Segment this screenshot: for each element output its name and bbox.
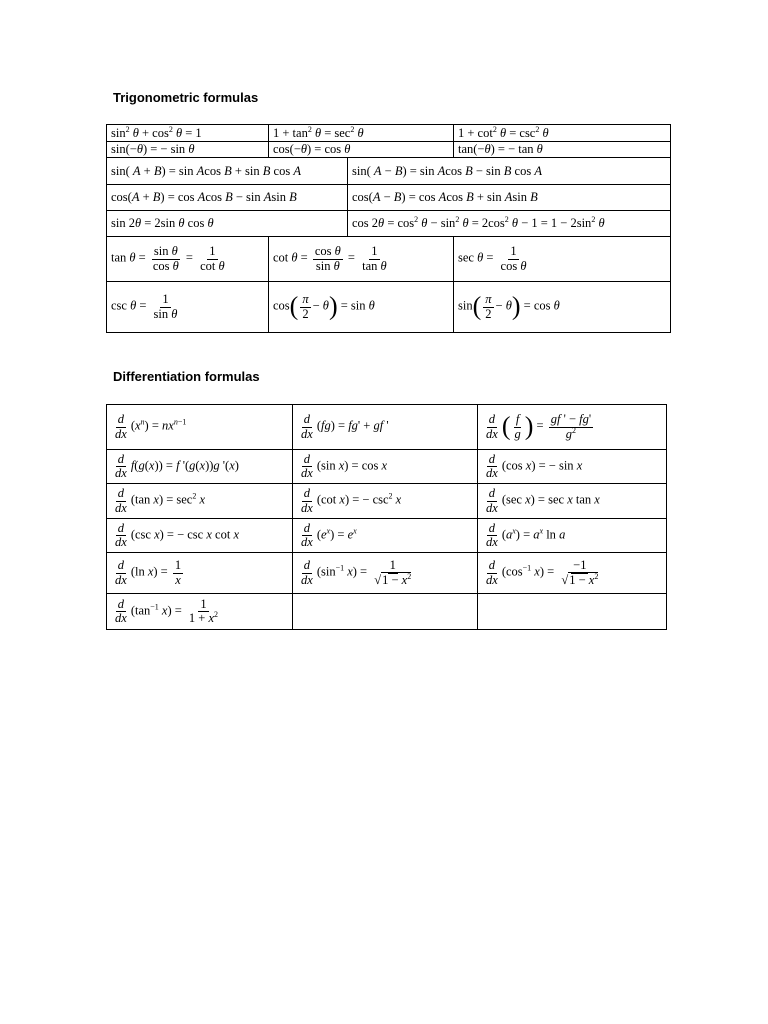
table-row xyxy=(107,211,671,237)
formula-cell: $\frac{d}{dx}$ (csc x) = − csc x cot x xyxy=(107,519,293,553)
table-row xyxy=(107,158,671,185)
formula-cell: $\frac{d}{dx}$ ( $\frac{f}{g}$ ) = $\frac{gf ' - fg'}{g^2}$ xyxy=(478,405,667,450)
table-row xyxy=(107,282,671,333)
empty-cell xyxy=(293,594,478,630)
formula-cell: tan(−θ) = − tan θ xyxy=(454,142,671,158)
table-row xyxy=(107,405,667,450)
table-row xyxy=(107,553,667,594)
table-row xyxy=(107,594,667,630)
formula-cell: sin( A + B) = sin Acos B + sin B cos A xyxy=(107,158,348,185)
formula-cell: sin(−θ) = − sin θ xyxy=(107,142,269,158)
trig-heading: Trigonometric formulas xyxy=(113,90,259,105)
table-row xyxy=(107,125,671,142)
table-row xyxy=(107,142,671,158)
formula-cell: $\frac{d}{dx}$ (sec x) = sec x tan x xyxy=(478,484,667,519)
empty-cell xyxy=(478,594,667,630)
table-row xyxy=(107,450,667,484)
diff-formula-table xyxy=(106,404,667,630)
formula-cell: cos(A − B) = cos Acos B + sin Asin B xyxy=(348,185,671,211)
formula-cell: $\frac{d}{dx}$ (sin x) = cos x xyxy=(293,450,478,484)
formula-cell: $1 + \tan^2 \theta = \sec^2 \theta$ xyxy=(269,125,454,142)
formula-cell: $\frac{d}{dx}$ ($\sin^{-1}$ x) = $\frac{1}{√1 - x^2}$ xyxy=(293,553,478,594)
formula-cell: $\frac{d}{dx}$ f(g(x)) = f '(g(x))g '(x) xyxy=(107,450,293,484)
formula-cell: $\frac{d}{dx}$ ($\cos^{-1}$ x) = $\frac{-1}{√1 - x^2}$ xyxy=(478,553,667,594)
formula-cell: $\frac{d}{dx}$ (ln x) = $\frac{1}{x}$ xyxy=(107,553,293,594)
formula-cell: $\frac{d}{dx}$ (fg) = fg' + gf ' xyxy=(293,405,478,450)
formula-cell: $\frac{d}{dx}$ (cos x) = − sin x xyxy=(478,450,667,484)
formula-cell: sec θ = $\frac{1}{\text{cos θ}}$ xyxy=(454,237,671,282)
formula-cell: $1 + \cot^2 \theta = \csc^2 \theta$ xyxy=(454,125,671,142)
formula-cell: $\frac{d}{dx}$ (cot x) = − $\csc^2 x$ xyxy=(293,484,478,519)
formula-cell: sin( $\frac{\pi}{2}$ − θ) = cos θ xyxy=(454,282,671,333)
table-row xyxy=(107,519,667,553)
formula-cell: $\frac{d}{dx}$ ($\tan^{-1}$ x) = $\frac{1}{1 + x^2}$ xyxy=(107,594,293,630)
formula-cell: csc θ = $\frac{1}{\text{sin θ}}$ xyxy=(107,282,269,333)
formula-cell: $\frac{d}{dx}$ (tan $x) = \sec^2 x$ xyxy=(107,484,293,519)
diff-heading: Differentiation formulas xyxy=(113,369,260,384)
formula-cell: tan θ = $\frac{\text{sin θ}}{\text{cos θ}}$ = $\frac{1}{\text{cot θ}}$ xyxy=(107,237,269,282)
formula-cell: sin( A − B) = sin Acos B − sin B cos A xyxy=(348,158,671,185)
trig-formula-table xyxy=(106,124,671,333)
formula-cell: cos(A + B) = cos Acos B − sin Asin B xyxy=(107,185,348,211)
table-row xyxy=(107,185,671,211)
table-row xyxy=(107,237,671,282)
formula-cell: sin 2θ = 2sin θ cos θ xyxy=(107,211,348,237)
formula-cell: $\sin^2 \theta + \cos^2 \theta = 1$ xyxy=(107,125,269,142)
formula-cell: cos(−θ) = cos θ xyxy=(269,142,454,158)
table-row xyxy=(107,484,667,519)
formula-cell: $\frac{d}{dx}$ $(x^n) = nx^{n-1}$ xyxy=(107,405,293,450)
formula-cell: $\frac{d}{dx}$ $(e^x) = e^x$ xyxy=(293,519,478,553)
formula-cell: cos( $\frac{\pi}{2}$ − θ) = sin θ xyxy=(269,282,454,333)
formula-cell: $\cos 2\theta = \cos^2 \theta - \sin^2 \theta = 2\cos^2$ $\theta - 1 = 1 - 2\sin^2$ θ xyxy=(348,211,671,237)
formula-cell: cot θ = $\frac{\text{cos θ}}{\text{sin θ}}$ = $\frac{1}{\text{tan θ}}$ xyxy=(269,237,454,282)
formula-cell: $\frac{d}{dx}$ $(a^x) = a^x$ ln a xyxy=(478,519,667,553)
